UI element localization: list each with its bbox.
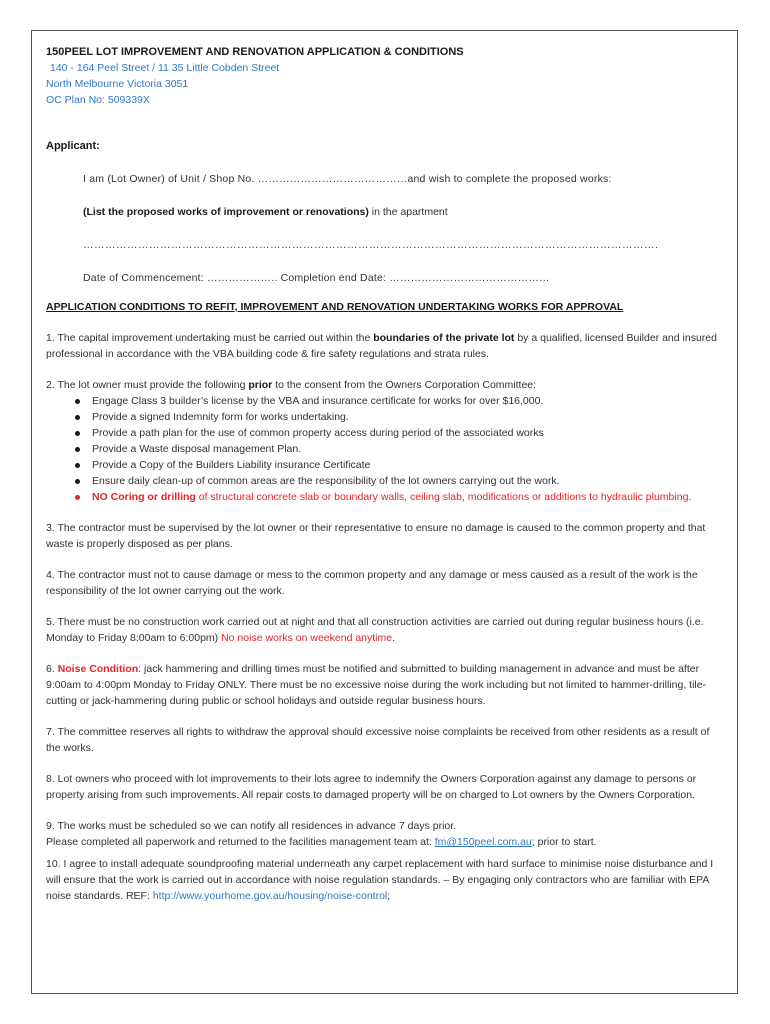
document-title: 150PEEL LOT IMPROVEMENT AND RENOVATION APPLICATION & CONDITIONS: [46, 46, 464, 58]
no-coring-warning: NO Coring or drilling: [92, 491, 196, 503]
condition-10: [46, 856, 726, 904]
list-item: [73, 425, 726, 441]
bullet-icon: [75, 415, 80, 420]
list-item-text: Engage Class 3 builder’s license by the VBA and insurance certificate for works for over $16,000.: [92, 395, 544, 407]
applicant-statement: I am (Lot Owner) of Unit / Shop No. ……………………………………and wish to complete the proposed works:: [83, 173, 612, 185]
bullet-icon: [75, 431, 80, 436]
list-item-warning: [73, 489, 726, 505]
condition-8: 8. Lot owners who proceed with lot improvements to their lots agree to indemnify the Owners Corporation against any damage to persons or property arising from such improvements. All repair costs to damaged property will be on charged to Lot owners by the Owners Corporation.: [46, 773, 697, 801]
list-item: [73, 441, 726, 457]
proposed-works-label: (List the proposed works of improvement or renovations): [83, 206, 369, 218]
condition-9-line2: [46, 834, 726, 850]
list-item: [73, 409, 726, 425]
address-line-street: 140 - 164 Peel Street / 11 35 Little Cobden Street: [50, 62, 280, 74]
condition-2-text: 2. The lot owner must provide the following: [46, 379, 249, 391]
condition-1-text-end: by a qualified, licensed Builder and insured professional in accordance with the VBA building code & fire safety regulations and strata rules.: [46, 332, 717, 360]
noise-control-link[interactable]: http://www.yourhome.gov.au/housing/noise-control: [152, 890, 388, 902]
list-item-text: Provide a Waste disposal management Plan.: [92, 443, 302, 455]
condition-2-list: [46, 393, 726, 505]
condition-9-text: Please completed all paperwork and returned to the facilities management team at:: [46, 836, 435, 848]
condition-9-line1: 9. The works must be scheduled so we can notify all residences in advance 7 days prior.: [46, 820, 457, 832]
list-item-text: Provide a Copy of the Builders Liability insurance Certificate: [92, 459, 371, 471]
address-line-suburb: North Melbourne Victoria 3051: [46, 78, 189, 90]
bullet-icon: [75, 399, 80, 404]
condition-10-end: ;: [387, 890, 391, 902]
proposed-works-suffix: in the apartment: [368, 206, 448, 218]
condition-4: 4. The contractor must not to cause damage or mess to the common property and any damage or mess caused as a result of the work is the responsibility of the lot owner carrying out the work.: [46, 569, 698, 597]
condition-3: 3. The contractor must be supervised by the lot owner or their representative to ensure no damage is caused to the common property and that waste is properly disposed as per plans.: [46, 522, 706, 550]
condition-1-text: 1. The capital improvement undertaking must be carried out within the: [46, 332, 374, 344]
condition-9-end: ; prior to start.: [531, 836, 597, 848]
list-item: [73, 473, 726, 489]
condition-6: [46, 661, 726, 709]
condition-1: [46, 330, 726, 362]
condition-5-end: .: [392, 632, 396, 644]
list-item-text: Provide a signed Indemnity form for works undertaking.: [92, 411, 349, 423]
condition-2-text-end: to the consent from the Owners Corporation Committee:: [272, 379, 537, 391]
condition-6-number: 6.: [46, 663, 58, 675]
facilities-email-link[interactable]: fm@150peel.com.au: [434, 836, 532, 848]
list-item-text: Provide a path plan for the use of common property access during period of the associated works: [92, 427, 544, 439]
condition-5: [46, 614, 726, 646]
condition-7: 7. The committee reserves all rights to withdraw the approval should excessive noise complaints be received from other residents as a result of the works.: [46, 726, 710, 754]
conditions-heading: APPLICATION CONDITIONS TO REFIT, IMPROVEMENT AND RENOVATION UNDERTAKING WORKS FOR APPROVAL: [46, 301, 624, 313]
weekend-noise-warning: No noise works on weekend anytime: [221, 632, 393, 644]
bullet-icon: [75, 463, 80, 468]
condition-2-bold: prior: [248, 379, 273, 391]
applicant-label: Applicant:: [46, 140, 100, 152]
condition-1-bold: boundaries of the private lot: [373, 332, 515, 344]
list-item: [73, 393, 726, 409]
bullet-icon: [75, 479, 80, 484]
condition-6-text: : jack hammering and drilling times must be notified and submitted to building management in advance and must be after 9:00am to 4:00pm Monday to Friday ONLY. There must be no excessive noise during the work including but not limited to hammer-drilling, tile-cutting or jack-hammering during public or school holidays and outside regular business hours.: [46, 663, 707, 707]
works-description-field[interactable]: ………………………………………………………………………………………………………………………………………….: [83, 239, 659, 251]
proposed-works-line: [46, 204, 726, 220]
no-coring-text: of structural concrete slab or boundary walls, ceiling slab, modifications or additions to hydraulic plumbing.: [195, 491, 692, 503]
property-address: [46, 60, 726, 108]
noise-condition-label: Noise Condition: [57, 663, 139, 675]
bullet-icon: [75, 495, 80, 500]
address-line-plan: OC Plan No: 509339X: [46, 94, 150, 106]
document-body: [46, 44, 726, 904]
condition-2-intro: [46, 377, 726, 393]
bullet-icon: [75, 447, 80, 452]
dates-line: Date of Commencement: ……………….. Completion end Date: ………………………………………: [83, 272, 550, 284]
condition-10-text: 10. I agree to install adequate soundproofing material underneath any carpet replacement with hard surface to minimise noise disturbance and I will ensure that the work is carried out in accordance with noise regulation standards. – By engaging only contractors who are familiar with EPA noise standards. REF:: [46, 858, 714, 902]
condition-9: [46, 818, 726, 850]
list-item: [73, 457, 726, 473]
condition-5-text: 5. There must be no construction work carried out at night and that all construction activities are carried out during regular business hours (i.e. Monday to Friday 8:00am to 6:00pm): [46, 616, 704, 644]
condition-2: [46, 377, 726, 505]
list-item-text: Ensure daily clean-up of common areas are the responsibility of the lot owners carrying out the work.: [92, 475, 560, 487]
